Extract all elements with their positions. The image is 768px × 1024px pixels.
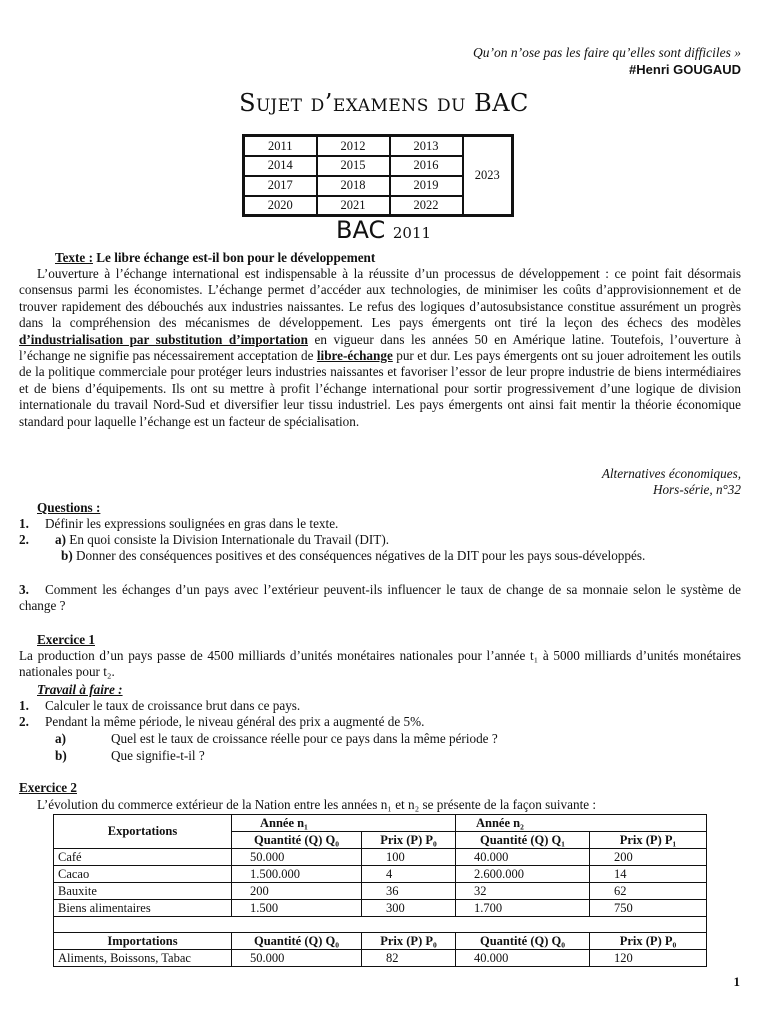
item-text: Quel est le taux de croissance réelle pour ce pays dans la même période ? — [111, 731, 498, 746]
table-cell: 100 — [362, 849, 456, 866]
text-body-part: pur et dur. Les pays émergents ont su jouer adroitement les outils de la politique commerciale pour protéger leurs industries naissantes et favoriser l’essor de leur propre industrie de biens intermédiaires et de biens d’équipements. Ils ont su mettre à profit l’échange international pour sortir progressivement d’une logique de division internationale du travail Nord-Sud et diversifier leur tissu industriel. Les pays émergents ont ainsi fait mentir la théorie économique standard pour laquelle l’échange est un facteur de spécialisation. — [19, 348, 741, 429]
col-header: Prix (P) P₀ — [362, 933, 456, 950]
col-header: Quantité (Q) Q₀ — [456, 933, 590, 950]
question-number: 1. — [19, 516, 29, 531]
year-cell: 2019 — [390, 176, 463, 196]
table-cell: 40.000 — [456, 849, 590, 866]
travail-heading — [37, 682, 759, 698]
table-row — [54, 866, 707, 883]
item-number: 1. — [19, 698, 29, 713]
table-cell: 1.700 — [456, 900, 590, 917]
year-cell: 2016 — [390, 156, 463, 176]
table-cell: 82 — [362, 950, 456, 967]
exercise-1-item-2 — [19, 714, 741, 730]
col-header: Prix (P) P₀ — [362, 832, 456, 849]
question-3 — [19, 582, 741, 615]
table-cell: Cacao — [54, 866, 232, 883]
table-cell: Biens alimentaires — [54, 900, 232, 917]
imports-header-row — [54, 933, 707, 950]
question-1 — [19, 516, 741, 532]
text-label: Texte : — [55, 250, 93, 265]
col-header: Prix (P) P₀ — [590, 933, 707, 950]
exercise-2-heading — [19, 780, 741, 796]
page-title: Sujet d’examens du BAC — [239, 89, 529, 117]
exports-header: Exportations — [54, 815, 232, 849]
question-text: Définir les expressions soulignées en gras dans le texte. — [45, 516, 339, 531]
item-text: Que signifie-t-il ? — [111, 748, 205, 763]
source-line-2: Hors-série, n°32 — [652, 482, 741, 498]
table-cell: 1.500.000 — [232, 866, 362, 883]
text-body — [19, 266, 741, 430]
year-cell: 2017 — [244, 176, 317, 196]
exercise-2-intro: L’évolution du commerce extérieur de la Nation entre les années n₁ et n₂ se présente de la façon suivante : — [37, 797, 597, 812]
year-cell-extra: 2023 — [463, 136, 513, 216]
text-body-part: en vigueur dans les années 50 en Amérique latine. Toutefois, l’ouverture à l’échange ne signifie pas nécessairement acceptation de — [19, 331, 741, 364]
item-number: 2. — [19, 714, 29, 729]
table-cell: Bauxite — [54, 883, 232, 900]
exercise-2-title: Exercice 2 — [19, 780, 77, 795]
item-letter: b) — [55, 748, 67, 763]
year-cell: 2021 — [317, 196, 390, 216]
table-cell: 36 — [362, 883, 456, 900]
text-title-value: Le libre échange est-il bon pour le développement — [92, 250, 376, 265]
col-header: Quantité (Q) Q₀ — [232, 832, 362, 849]
text-body-part: L’ouverture à l’échange international est indispensable à la réussite d’un processus de développement : ce point fait désormais consensus parmi les économistes. L’échange permet d’accéder aux technologies, de minimiser les coûts d’approvisionnement et de trouver rapidement des débouchés aux industries naissantes. Le refus des logiques d’autosubsistance constitue assurément un progrès dans la compréhension des mécanismes de développement. Les pays émergents ont tiré la leçon des échecs des modèles — [19, 266, 741, 331]
table-cell: 4 — [362, 866, 456, 883]
source-citation — [602, 466, 741, 499]
imports-header: Importations — [54, 933, 232, 950]
travail-title: Travail à faire : — [37, 682, 123, 697]
question-2b — [19, 548, 741, 564]
item-letter: a) — [55, 731, 66, 746]
term-libre-echange: libre-échange — [316, 348, 393, 364]
table-cell: 32 — [456, 883, 590, 900]
questions-heading — [37, 500, 759, 516]
year-2-header: Année n₂ — [456, 815, 707, 832]
table-cell: Café — [54, 849, 232, 866]
table-cell: 40.000 — [456, 950, 590, 967]
epigraph-quote: Qu’on n’ose pas les faire qu’elles sont difficiles » — [473, 45, 741, 60]
table-cell: 200 — [590, 849, 707, 866]
spacer-cell — [54, 917, 707, 933]
question-text: Comment les échanges d’un pays avec l’extérieur peuvent-ils influencer le taux de change de sa monnaie selon le système de change ? — [19, 582, 741, 614]
exercise-1-heading — [37, 632, 759, 648]
table-cell: 200 — [232, 883, 362, 900]
year-cell: 2018 — [317, 176, 390, 196]
years-table — [242, 134, 514, 217]
year-1-header: Année n₁ — [232, 815, 456, 832]
table-cell: 300 — [362, 900, 456, 917]
exercise-1-statement: La production d’un pays passe de 4500 milliards d’unités monétaires nationales pour l’année t₁ à 5000 milliards d’unités monétaires nationales pour t₂. — [19, 648, 741, 680]
item-text: Pendant la même période, le niveau général des prix a augmenté de 5%. — [45, 714, 425, 729]
year-cell: 2011 — [244, 136, 317, 156]
table-row — [54, 950, 707, 967]
year-cell: 2020 — [244, 196, 317, 216]
item-text: Calculer le taux de croissance brut dans ce pays. — [45, 698, 301, 713]
year-cell: 2012 — [317, 136, 390, 156]
year-cell: 2015 — [317, 156, 390, 176]
table-cell: 750 — [590, 900, 707, 917]
table-cell: 14 — [590, 866, 707, 883]
exam-heading — [336, 216, 432, 244]
question-text: Donner des conséquences positives et des conséquences négatives de la DIT pour les pays sous-développés. — [72, 548, 646, 563]
year-cell: 2022 — [390, 196, 463, 216]
year-cell: 2013 — [390, 136, 463, 156]
trade-table — [53, 814, 707, 967]
exercise-1-title: Exercice 1 — [37, 632, 95, 647]
bac-year: 2011 — [392, 224, 432, 242]
question-text: En quoi consiste la Division Internationale du Travail (DIT). — [66, 532, 390, 547]
table-row — [54, 883, 707, 900]
source-line-1: Alternatives économiques, — [601, 466, 741, 481]
table-cell: 62 — [590, 883, 707, 900]
exercise-1-item-2a — [55, 731, 768, 747]
text-title — [19, 250, 741, 266]
table-row — [54, 849, 707, 866]
question-2a — [19, 532, 741, 548]
table-cell: 120 — [590, 950, 707, 967]
table-cell: 2.600.000 — [456, 866, 590, 883]
year-cell: 2014 — [244, 156, 317, 176]
exercise-1-item-2b — [55, 748, 768, 764]
table-cell: 1.500 — [232, 900, 362, 917]
term-industrialisation: d’industrialisation par substitution d’importation — [19, 331, 308, 347]
table-cell: 50.000 — [232, 849, 362, 866]
page-number: 1 — [733, 974, 740, 989]
bac-label: BAC — [336, 216, 386, 244]
epigraph-author: #Henri GOUGAUD — [629, 62, 741, 77]
col-header: Quantité (Q) Q₁ — [456, 832, 590, 849]
question-letter: a) — [55, 532, 66, 547]
table-row — [54, 900, 707, 917]
questions-heading-text: Questions : — [37, 500, 101, 515]
table-cell: 50.000 — [232, 950, 362, 967]
question-letter: b) — [61, 548, 73, 563]
question-number: 2. — [19, 532, 29, 547]
col-header: Prix (P) P₁ — [590, 832, 707, 849]
table-spacer-row — [54, 917, 707, 933]
table-cell: Aliments, Boissons, Tabac — [54, 950, 232, 967]
question-number: 3. — [19, 582, 29, 597]
epigraph — [473, 44, 741, 78]
col-header: Quantité (Q) Q₀ — [232, 933, 362, 950]
exercise-1-item-1 — [19, 698, 741, 714]
